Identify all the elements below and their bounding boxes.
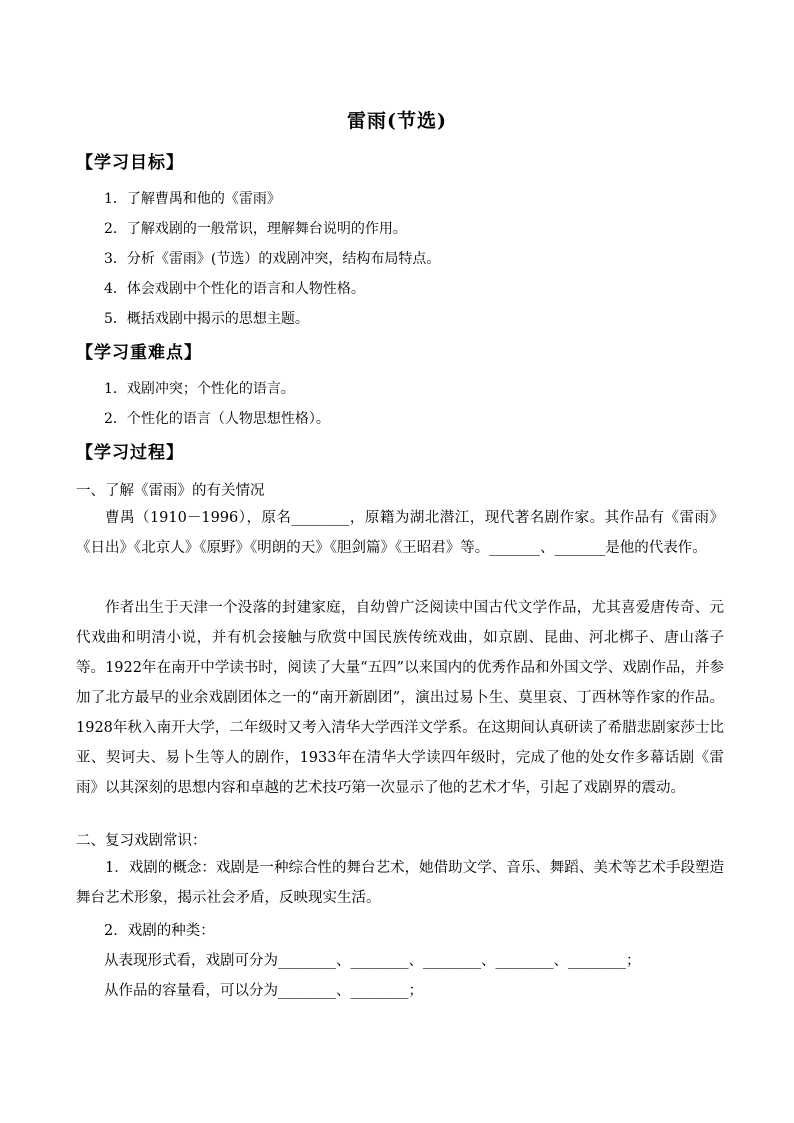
drama-concept: 1．戏剧的概念：戏剧是一种综合性的舞台艺术，她借助文学、音乐、舞蹈、美术等艺术手段塑造舞台艺术形象，揭示社会矛盾，反映现实生活。 [76,860,724,906]
goal-item: 5．概括戏剧中揭示的思想主题。 [104,311,309,327]
goals-heading: 【学习目标】 [76,153,184,173]
goal-item: 2．了解戏剧的一般常识，理解舞台说明的作用。 [104,221,407,237]
drama-types-heading: 2．戏剧的种类： [104,923,215,939]
drama-types-by-form: 从表现形式看，戏剧可分为________、________、________、________、________； [104,953,641,969]
keypoints-heading: 【学习重难点】 [76,343,202,363]
keypoint-item: 1．戏剧冲突；个性化的语言。 [104,381,295,397]
goal-item: 3．分析《雷雨》(节选）的戏剧冲突，结构布局特点。 [104,251,441,267]
goal-item: 4．体会戏剧中个性化的语言和人物性格。 [104,281,365,297]
process-heading: 【学习过程】 [76,443,184,463]
goal-item: 1．了解曹禺和他的《雷雨》 [104,191,281,207]
drama-types-by-volume: 从作品的容量看，可以分为________、________； [104,983,423,999]
keypoint-item: 2．个性化的语言（人物思想性格）。 [104,411,330,427]
page-title: 雷雨(节选) [347,110,447,132]
part2-heading: 二、复习戏剧常识： [76,833,207,849]
biography-paragraph: 作者出生于天津一个没落的封建家庭，自幼曾广泛阅读中国古代文学作品，尤其喜爱唐传奇、元代戏曲和明清小说，并有机会接触与欣赏中国民族传统戏曲，如京剧、昆曲、河北梆子、唐山落子等。1922年在南开中学读书时，阅读了大量“五四”以来国内的优秀作品和外国文学、戏剧作品，并参加了北方最早的业余戏剧团体之一的“南开新剧团”，演出过易卜生、莫里哀、丁西林等作家的作品。1928年秋入南开大学，二年级时又考入清华大学西洋文学系。在这期间认真研读了希腊悲剧家莎士比亚、契诃夫、易卜生等人的剧作，1933年在清华大学读四年级时，完成了他的处女作多幕话剧《雷雨》以其深刻的思想内容和卓越的艺术技巧第一次显示了他的艺术才华，引起了戏剧界的震动。 [76,600,724,796]
author-paragraph: 曹禺（1910－1996），原名________，原籍为湖北潜江，现代著名剧作家。其作品有《雷雨》《日出》《北京人》《原野》《明朗的天》《胆剑篇》《王昭君》等。_______、_______是他的代表作。 [76,510,724,556]
part1-heading: 一、了解《雷雨》的有关情况 [76,483,265,499]
